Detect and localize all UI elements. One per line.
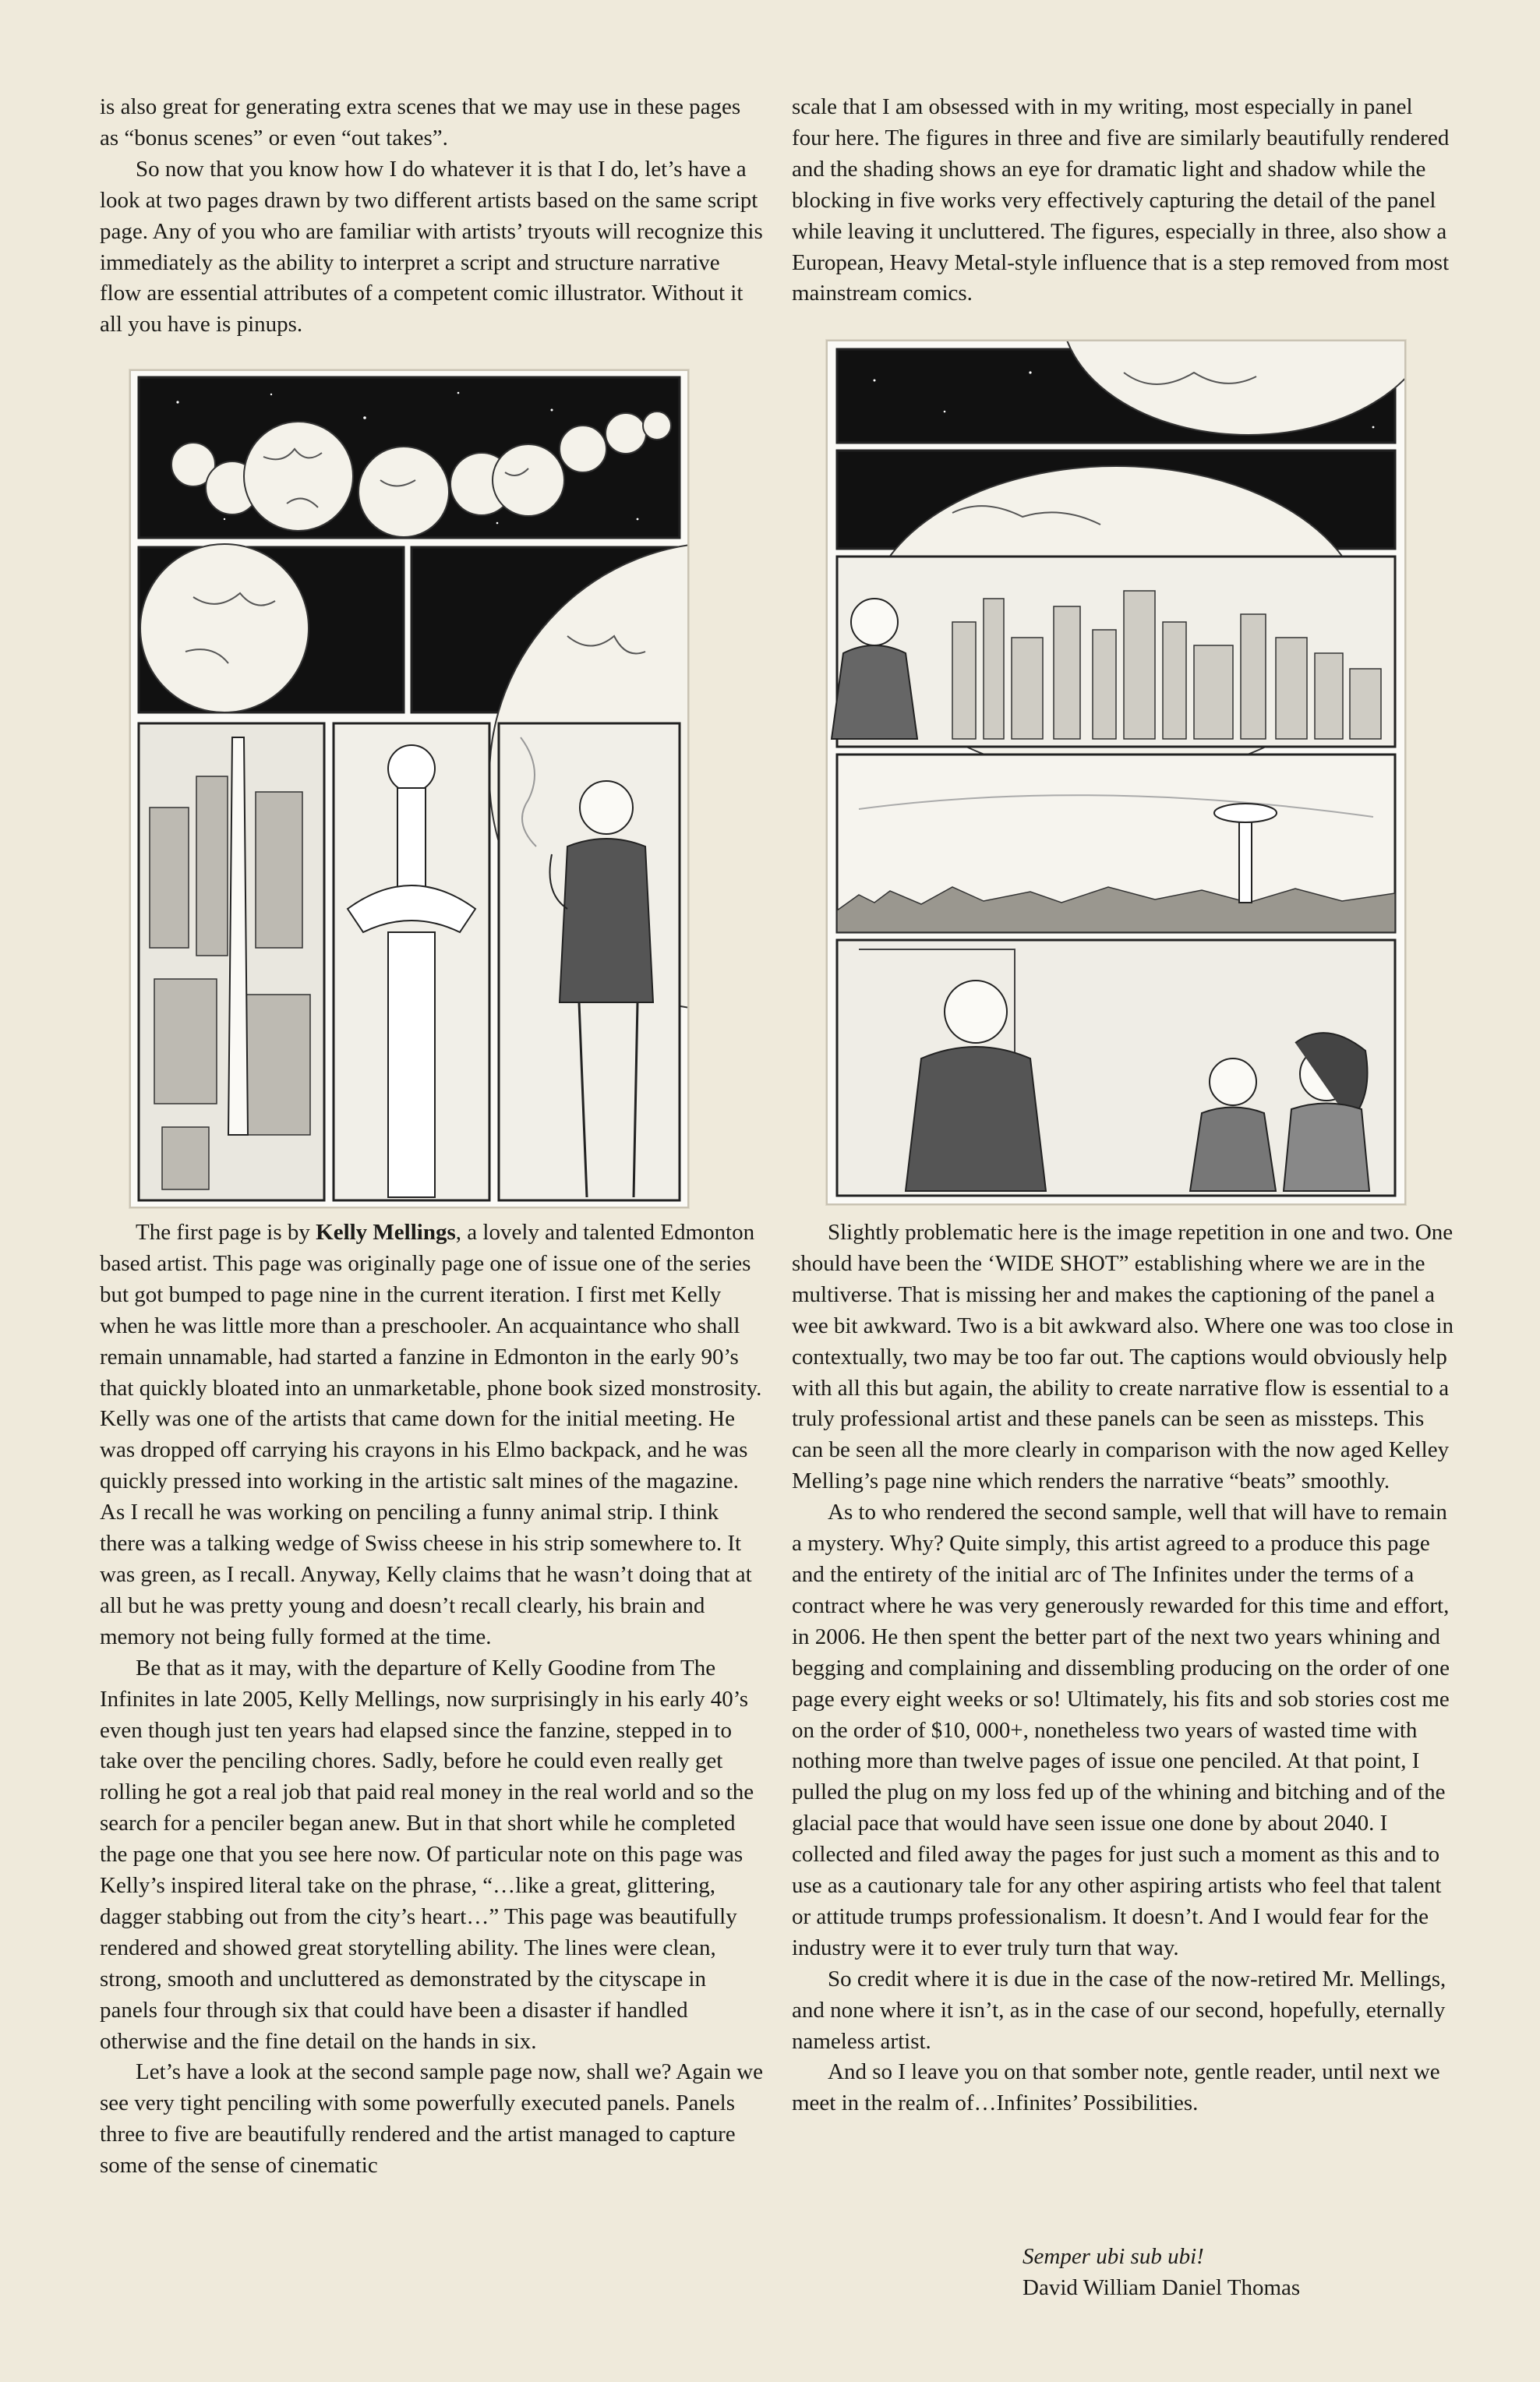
motto <box>1023 2242 1300 2273</box>
text: , a lovely and talented Edmonton based artist. This page was originally page one of issue one of the series but got bumped to page nine in the current iteration. I first met Kelly when he was little more than a preschooler. An acquaintance who shall remain unnamable, had started a fanzine in Edmonton in the early 90’s that quickly bloated into an unmarketable, phone book sized monstrosity. Kelly was one of the artists that came down for the initial meeting. He was dropped off carrying his crayons in his Elmo backpack, and he was quickly pressed into working in the artistic salt mines of the magazine. As I recall he was working on penciling a funny animal strip. I think there was a talking wedge of Swiss cheese in his strip somewhere to. It was green, as I recall. Anyway, Kelly claims that he wasn’t doing that at all but he was pretty young and doesn’t recall clearly, his brain and memory not being fully formed at the time. <box>100 1220 762 1649</box>
signature <box>1023 2242 1300 2304</box>
comic-page-figure-anonymous <box>826 340 1406 1205</box>
paragraph-mellings <box>100 1218 764 1653</box>
left-body-text <box>100 1218 764 2182</box>
comic-page-drawing <box>828 341 1404 1203</box>
paragraph: Be that as it may, with the departure of Kelly Goodine from The Infinites in late 2005, Kelly Mellings, now surprisingly in his early 40’s even though just ten years had elapsed since the fanzine, stepped in to take over the penciling chores. Sadly, before he could even really get rolling he got a real job that paid real money in the real world and so the search for a penciler began anew. But in that short while he completed the page one that you see here now. Of particular note on this page was Kelly’s inspired literal take on the phrase, “…like a great, glittering, dagger stabbing out from the city’s heart…” This page was beautifully rendered and showed great storytelling ability. The lines were clean, strong, smooth and uncluttered as demonstrated by the cityscape in panels four through six that could have been a disaster if handled otherwise and the fine detail on the hands in six. <box>100 1655 754 2054</box>
motto-text: Semper ubi sub ubi! <box>1023 2244 1204 2269</box>
paragraph: As to who rendered the second sample, well that will have to remain a mystery. Why? Quite simply, this artist agreed to a produce this page and the entirety of the initial arc of The Infinites under the terms of a contract where he was very generously rewarded for this time and effort, in 2006. He then spent the better part of the next two years whining and begging and complaining and dissembling producing on the order of one page every eight weeks or so! Ultimately, his fits and sob stories cost me on the order of $10, 000+, nonetheless two years of wasted time with nothing more than twelve pages of issue one penciled. At that point, I pulled the plug on my loss fed up of the whining and bitching and of the glacial pace that would have seen issue one done by about 2040. I collected and filed away the pages for just such a moment as this and to use as a cautionary tale for any other aspiring artists who feel that talent or attitude trumps professionalism. It doesn’t. And I would fear for the industry were it to ever truly turn that way. <box>792 1500 1450 1960</box>
comic-page-drawing <box>131 371 687 1207</box>
paragraph: is also great for generating extra scenes that we may use in these pages as “bonus scenes” or even “out takes”. <box>100 94 741 150</box>
left-intro-text <box>100 92 764 341</box>
paragraph: Slightly problematic here is the image repetition in one and two. One should have been the ‘WIDE SHOT” establishing where we are in the multiverse. That is missing her and makes the captioning of the panel a wee bit awkward. Two is a bit awkward also. Where one was too close in contextually, two may be too far out. The captions would obviously help with all this but again, the ability to create narrative flow is essential to a truly professional artist and these panels can be seen as missteps. This can be seen all the more clearly in comparison with the now aged Kelley Melling’s page nine which renders the narrative “beats” smoothly. <box>792 1220 1453 1494</box>
paragraph: So now that you know how I do whatever it is that I do, let’s have a look at two pages drawn by two different artists based on the same script page. Any of you who are familiar with artists’ tryouts will recognize this immediately as the ability to interpret a script and structure narrative flow are essential attributes of a competent comic illustrator. Without it all you have is pinups. <box>100 156 763 338</box>
comic-page-figure-mellings <box>129 369 689 1208</box>
author-name: David William Daniel Thomas <box>1023 2274 1301 2300</box>
right-intro-text <box>792 92 1456 309</box>
paragraph: scale that I am obsessed with in my writing, most especially in panel four here. The figures in three and five are similarly beautifully rendered and the shading shows an eye for dramatic light and shadow while the blocking in five works very effectively capturing the detail of the panel while leaving it uncluttered. The figures, especially in three, also show a European, Heavy Metal-style influence that is a step removed from most mainstream comics. <box>792 94 1450 306</box>
text: The first page is by <box>136 1220 316 1245</box>
paragraph: So credit where it is due in the case of the now-retired Mr. Mellings, and none where it isn’t, as in the case of our second, hopefully, eternally nameless artist. <box>792 1966 1446 2054</box>
paragraph: Let’s have a look at the second sample page now, shall we? Again we see very tight penciling with some powerfully executed panels. Panels three to five are beautifully rendered and the artist managed to capture some of the sense of cinematic <box>100 2059 764 2179</box>
artist-name: Kelly Mellings <box>316 1220 456 1245</box>
right-body-text <box>792 1218 1456 2119</box>
paragraph: And so I leave you on that somber note, gentle reader, until next we meet in the realm of…Infinites’ Possibilities. <box>792 2059 1440 2116</box>
